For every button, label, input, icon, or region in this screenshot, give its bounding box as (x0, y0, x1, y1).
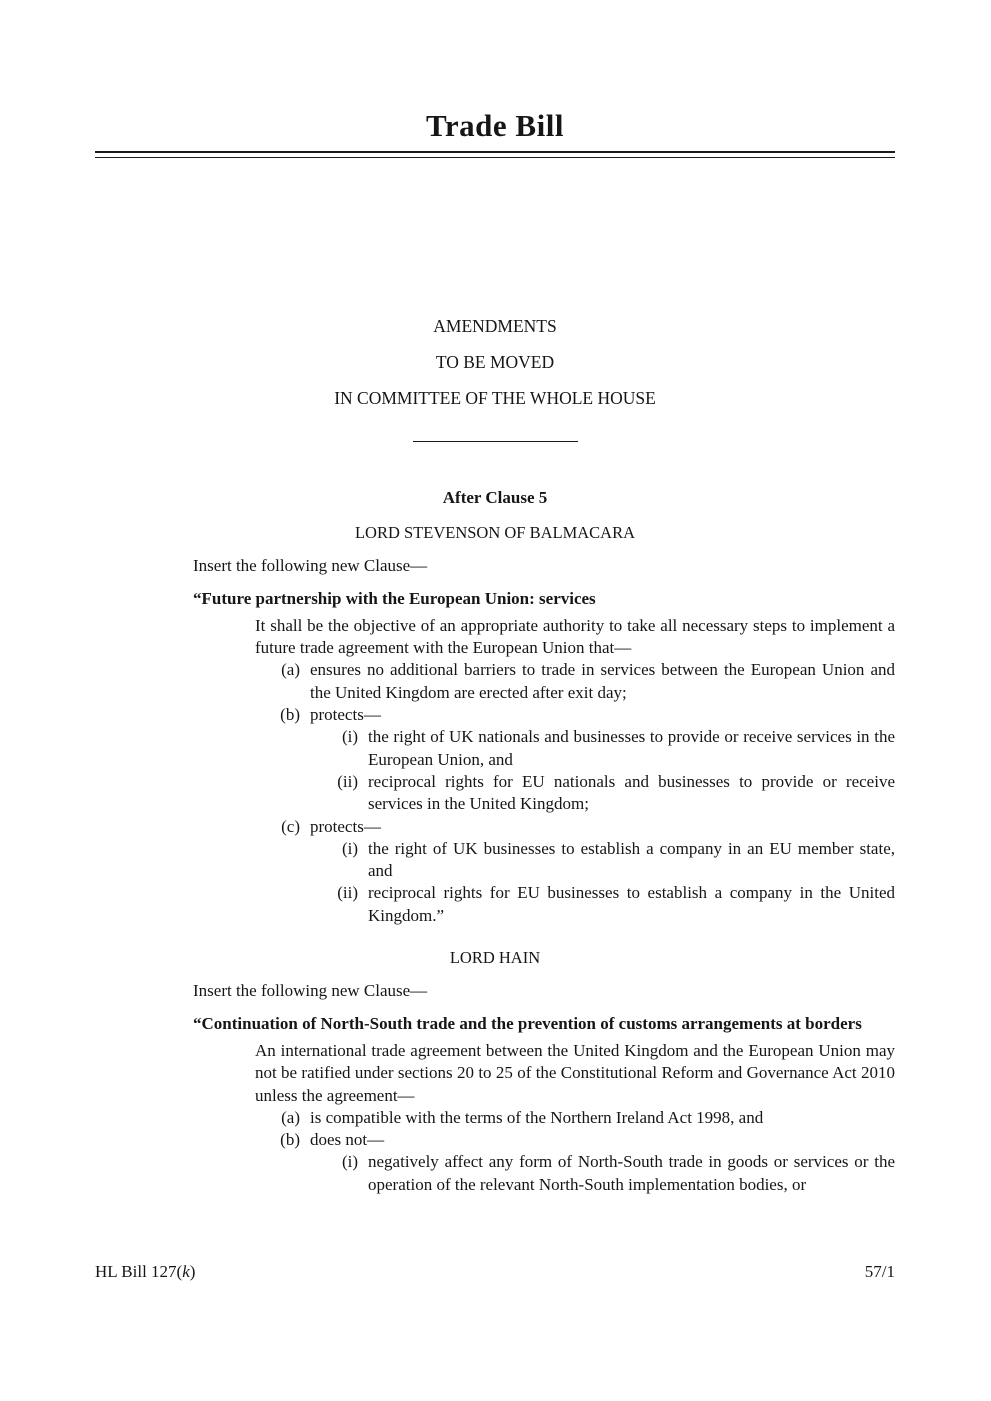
list-item (95, 659, 895, 704)
amendment-stevenson (95, 522, 895, 927)
list-subitem-label: (i) (341, 1152, 358, 1172)
list-subitem-text: reciprocal rights for EU nationals and businesses to provide or receive services in the United Kingdom; (368, 771, 895, 814)
page-footer (95, 1262, 895, 1282)
list-item-label: (b) (280, 705, 300, 725)
list-subitem (95, 838, 895, 883)
list-item-text: is compatible with the terms of the Northern Ireland Act 1998, and (310, 1107, 764, 1127)
amendment-instruction: Insert the following new Clause— (193, 556, 428, 576)
list-subitem (95, 1151, 895, 1196)
bill-reference (95, 1262, 195, 1282)
mover-name: LORD HAIN (449, 948, 541, 968)
list-item (95, 704, 895, 726)
preamble-line-amendments: AMENDMENTS (433, 316, 557, 336)
list-item-label: (a) (281, 1107, 300, 1127)
list-subitem (95, 882, 895, 927)
clause-opening-paragraph: It shall be the objective of an appropriate authority to take all necessary steps to implement a future trade agreement with the European Union that— (255, 615, 895, 658)
new-clause-title: “Future partnership with the European Union: services (193, 588, 596, 608)
list-subitem-text: the right of UK businesses to establish a company in an EU member state, and (368, 838, 895, 881)
preamble-line-to-be-moved: TO BE MOVED (435, 352, 555, 372)
mover-name: LORD STEVENSON OF BALMACARA (354, 523, 636, 542)
preamble-line-committee: IN COMMITTEE OF THE WHOLE HOUSE (334, 388, 656, 408)
list-subitem-label: (ii) (337, 771, 358, 791)
list-subitem-text: negatively affect any form of North-South trade in goods or services or the operation of the relevant North-South implementation bodies, or (368, 1152, 895, 1194)
list-item-text: ensures no additional barriers to trade in services between the European Union and the United Kingdom are erected after exit day; (310, 660, 895, 702)
section-divider-rule (413, 441, 578, 442)
document-title: Trade Bill (426, 108, 564, 143)
preamble-block (95, 316, 895, 409)
page-number: 57/1 (864, 1262, 895, 1281)
list-item-label: (b) (280, 1130, 300, 1150)
list-subitem (95, 771, 895, 816)
list-subitem-label: (ii) (337, 883, 358, 903)
list-item (95, 816, 895, 838)
bill-reference-prefix: HL Bill 127( (95, 1262, 183, 1281)
list-item-text: protects— (310, 816, 381, 836)
bill-reference-letter: k (182, 1262, 190, 1281)
list-item-text: does not— (310, 1130, 385, 1150)
amendment-instruction: Insert the following new Clause— (193, 981, 428, 1001)
clause-opening-paragraph: An international trade agreement between the United Kingdom and the European Union may not be ratified under sections 20 to 25 of the Constitutional Reform and Governance Act 2010 unless the agreement— (255, 1040, 895, 1105)
list-subitem-label: (i) (341, 727, 358, 747)
after-clause-heading: After Clause 5 (442, 488, 548, 507)
list-subitem (95, 726, 895, 771)
list-item (95, 1129, 895, 1151)
list-item-text: protects— (310, 705, 381, 725)
title-double-rule (95, 151, 895, 158)
list-item (95, 1107, 895, 1129)
amendment-hain (95, 947, 895, 1196)
list-subitem-text: the right of UK nationals and businesses to provide or receive services in the European Union, and (368, 727, 895, 769)
list-item-label: (a) (281, 660, 300, 680)
bill-reference-suffix: ) (189, 1262, 196, 1281)
list-subitem-text: reciprocal rights for EU businesses to establish a company in the United Kingdom.” (368, 883, 895, 925)
list-subitem-label: (i) (341, 838, 358, 858)
list-item-label: (c) (281, 816, 300, 836)
new-clause-title: “Continuation of North-South trade and the prevention of customs arrangements at borders (193, 1013, 862, 1033)
